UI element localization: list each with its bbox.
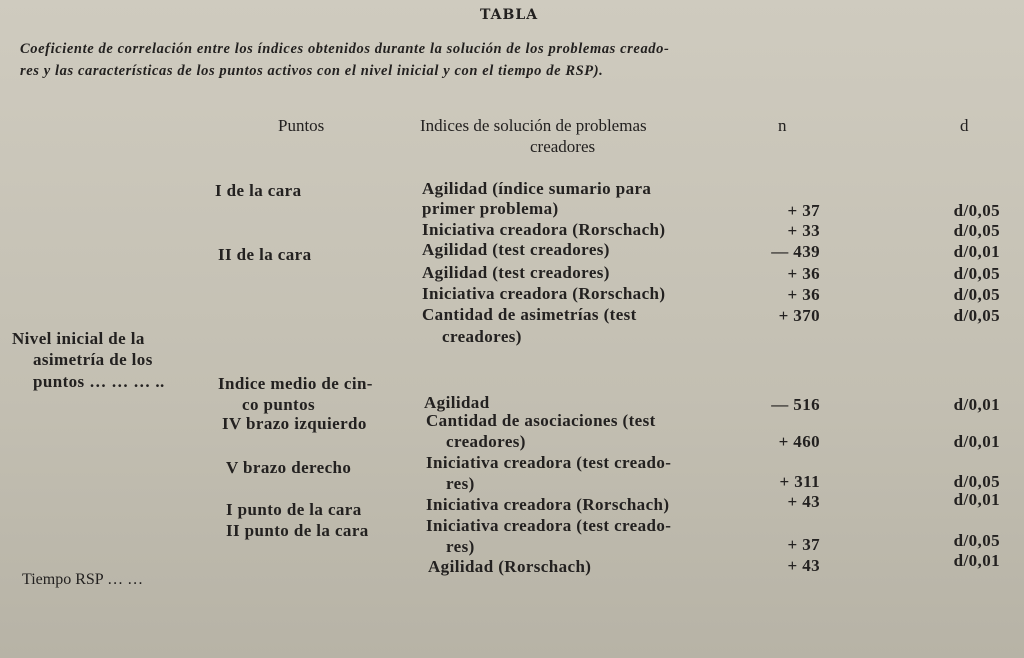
row-10-punto: II punto de la cara xyxy=(226,521,369,540)
row-0-d: d/0,05 xyxy=(953,201,1000,220)
row-8-d: d/0,05 xyxy=(953,472,1000,491)
row-9-n: + 43 xyxy=(787,492,820,511)
row-6-indice-line-1: Agilidad xyxy=(424,393,490,412)
row-10-n: + 37 xyxy=(787,535,820,554)
row-8-punto: V brazo derecho xyxy=(226,458,352,477)
row-7-indice-line-1: Cantidad de asociaciones (test xyxy=(426,411,656,430)
row-7-indice-line-2: creadores) xyxy=(446,432,526,451)
row-10-indice-line-2: res) xyxy=(446,537,475,556)
row-10-indice-line-1: Iniciativa creadora (test creado- xyxy=(426,516,672,535)
row-11-indice-line-1: Agilidad (Rorschach) xyxy=(428,557,592,576)
row-3-d: d/0,05 xyxy=(953,264,1000,283)
table-title: TABLA xyxy=(480,7,539,23)
row-0-punto: I de la cara xyxy=(215,181,302,200)
header-n: n xyxy=(778,116,787,135)
row-4-indice-line-1: Iniciativa creadora (Rorschach) xyxy=(422,284,666,303)
group-nivel-line-3: puntos … … … .. xyxy=(33,372,165,391)
row-9-indice-line-1: Iniciativa creadora (Rorschach) xyxy=(426,495,670,514)
row-2-n: — 439 xyxy=(771,242,820,261)
caption-line-1: Coeficiente de correlación entre los índices obtenidos durante la solución de los problemas creado- xyxy=(20,41,670,57)
row-2-d: d/0,01 xyxy=(953,242,1000,261)
row-5-d: d/0,05 xyxy=(953,306,1000,325)
row-5-n: + 370 xyxy=(778,306,820,325)
row-5-indice-line-2: creadores) xyxy=(442,327,522,346)
row-0-indice-line-1: Agilidad (índice sumario para xyxy=(422,179,652,198)
row-9-punto: I punto de la cara xyxy=(226,500,362,519)
row-1-indice-line-1: Iniciativa creadora (Rorschach) xyxy=(422,220,666,239)
header-indices-line-1: Indices de solución de problemas xyxy=(420,116,647,135)
row-8-n: + 311 xyxy=(779,472,820,491)
header-indices-line-2: creadores xyxy=(530,137,596,156)
group-nivel-line-1: Nivel inicial de la xyxy=(12,329,145,348)
row-0-indice-line-2: primer problema) xyxy=(422,199,559,218)
row-4-d: d/0,05 xyxy=(953,285,1000,304)
group-tiempo: Tiempo RSP … … xyxy=(22,571,144,588)
row-6-punto-line-2: co puntos xyxy=(242,395,316,414)
row-10-d: d/0,05 xyxy=(953,531,1000,550)
row-6-d: d/0,01 xyxy=(953,395,1000,414)
row-8-indice-line-2: res) xyxy=(446,474,475,493)
row-1-n: + 33 xyxy=(787,221,820,240)
row-3-n: + 36 xyxy=(787,264,820,283)
row-0-n: + 37 xyxy=(787,201,820,220)
row-11-d: d/0,01 xyxy=(953,551,1000,570)
caption-line-2: res y las características de los puntos activos con el nivel inicial y con el tiempo de RSP). xyxy=(20,63,604,79)
row-9-d: d/0,01 xyxy=(953,490,1000,509)
row-3-indice-line-1: Agilidad (test creadores) xyxy=(422,263,610,282)
header-d: d xyxy=(960,116,969,135)
row-7-n: + 460 xyxy=(778,432,820,451)
row-7-punto: IV brazo izquierdo xyxy=(222,414,367,433)
row-8-indice-line-1: Iniciativa creadora (test creado- xyxy=(426,453,672,472)
row-5-indice-line-1: Cantidad de asimetrías (test xyxy=(422,305,637,324)
row-1-d: d/0,05 xyxy=(953,221,1000,240)
row-6-punto-line-1: Indice medio de cin- xyxy=(218,374,373,393)
row-6-n: — 516 xyxy=(771,395,820,414)
row-11-n: + 43 xyxy=(787,556,820,575)
row-2-punto: II de la cara xyxy=(218,245,312,264)
row-7-d: d/0,01 xyxy=(953,432,1000,451)
row-4-n: + 36 xyxy=(787,285,820,304)
row-2-indice-line-1: Agilidad (test creadores) xyxy=(422,240,610,259)
group-nivel-line-2: asimetría de los xyxy=(33,350,153,369)
header-puntos: Puntos xyxy=(278,116,325,135)
